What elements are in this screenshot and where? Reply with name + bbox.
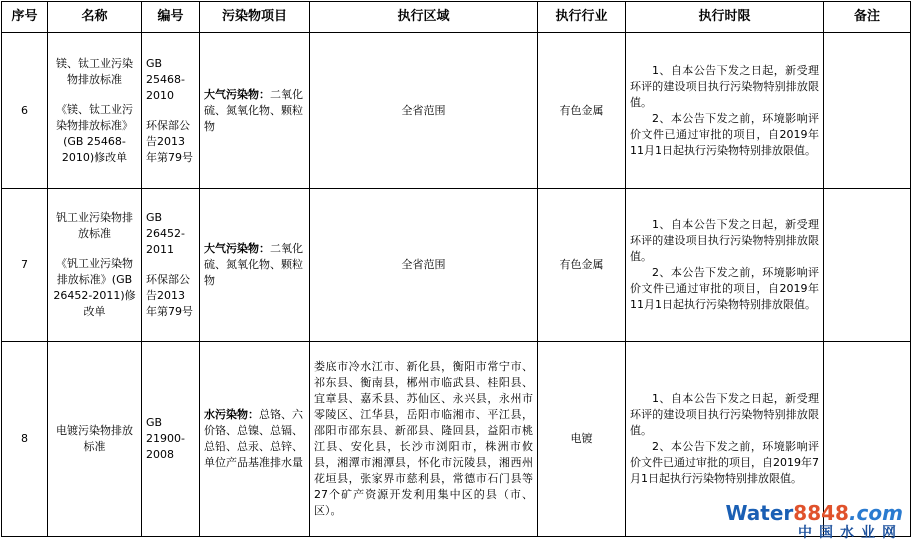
name-amendment: 《钒工业污染物排放标准》(GB 26452-2011)修改单 <box>53 257 136 318</box>
period-item-1: 1、自本公告下发之日起，新受理环评的建设项目执行污染物特别排放限值。 <box>630 392 819 437</box>
table-row <box>2 33 911 189</box>
cell-seq: 7 <box>2 189 48 342</box>
cell-code <box>142 33 200 189</box>
period-item-1: 1、自本公告下发之日起，新受理环评的建设项目执行污染物特别排放限值。 <box>630 218 819 263</box>
watermark-logo <box>725 503 903 541</box>
period-item-2: 2、本公告下发之前，环境影响评价文件已通过审批的项目，自2019年11月1日起执行污染物特别排放限值。 <box>630 111 819 157</box>
code-notice: 环保部公告2013年第79号 <box>146 118 193 164</box>
pollutant-label: 大气污染物： <box>204 87 270 101</box>
pollutant-label: 水污染物： <box>204 408 259 421</box>
period-item-2: 2、本公告下发之前，环境影响评价文件已通过审批的项目，自2019年11月1日起执行污染物特别排放限值。 <box>630 266 819 311</box>
header-region: 执行区域 <box>310 2 538 33</box>
cell-name <box>48 189 142 342</box>
table-row <box>2 189 911 342</box>
header-industry: 执行行业 <box>538 2 626 33</box>
name-text: 电镀污染物排放标准 <box>56 424 133 453</box>
name-text: 镁、钛工业污染物排放标准 <box>56 56 133 86</box>
header-seq: 序号 <box>2 2 48 33</box>
cell-name <box>48 33 142 189</box>
cell-code <box>142 342 200 537</box>
period-item-2: 2、本公告下发之前，环境影响评价文件已通过审批的项目，自2019年7月1日起执行污染物特别排放限值。 <box>630 440 819 485</box>
watermark-part1: Water <box>725 501 794 525</box>
watermark-subtitle: 中国水业网 <box>798 525 903 541</box>
code-text: GB 21900-2008 <box>146 416 185 461</box>
cell-region: 全省范围 <box>310 189 538 342</box>
header-code: 编号 <box>142 2 200 33</box>
standards-table <box>1 1 911 537</box>
pollutant-items: 二氧化硫、氮氧化物、颗粒物 <box>204 87 303 133</box>
cell-region: 娄底市冷水江市、新化县，衡阳市常宁市、祁东县、衡南县，郴州市临武县、桂阳县、宜章县、嘉禾县、苏仙区、永兴县，永州市零陵区、江华县，岳阳市临湘市、平江县，邵阳市邵东县、新邵县、隆回县，益阳市桃江县、安化县，长沙市浏阳市，株洲市攸县，湘潭市湘潭县，怀化市沅陵县，湘西州花垣县，张家界市慈利县，常德市石门县等27个矿产资源开发利用集中区的县（市、区）。 <box>310 342 538 537</box>
name-amendment: 《镁、钛工业污染物排放标准》(GB 25468-2010)修改单 <box>56 102 133 164</box>
cell-industry: 有色金属 <box>538 33 626 189</box>
cell-code <box>142 189 200 342</box>
header-remark: 备注 <box>824 2 911 33</box>
header-row <box>2 2 911 33</box>
header-period: 执行时限 <box>626 2 824 33</box>
pollutant-items: 总铬、六价铬、总镍、总镉、总铅、总汞、总锌、单位产品基准排水量 <box>204 408 303 469</box>
cell-period <box>626 33 824 189</box>
pollutant-items: 二氧化硫、氮氧化物、颗粒物 <box>204 242 303 287</box>
watermark-wordmark <box>725 503 903 523</box>
period-item-1: 1、自本公告下发之日起，新受理环评的建设项目执行污染物特别排放限值。 <box>630 63 819 109</box>
header-name: 名称 <box>48 2 142 33</box>
code-text: GB 25468-2010 <box>146 56 185 102</box>
cell-seq: 6 <box>2 33 48 189</box>
cell-pollutant <box>200 33 310 189</box>
cell-region: 全省范围 <box>310 33 538 189</box>
cell-industry: 电镀 <box>538 342 626 537</box>
pollutant-label: 大气污染物： <box>204 242 270 255</box>
cell-remark <box>824 33 911 189</box>
cell-industry: 有色金属 <box>538 189 626 342</box>
cell-pollutant <box>200 189 310 342</box>
watermark-part3: .com <box>848 501 903 525</box>
cell-remark <box>824 189 911 342</box>
code-notice: 环保部公告2013年第79号 <box>146 273 193 318</box>
code-text: GB 26452-2011 <box>146 211 185 256</box>
cell-period <box>626 189 824 342</box>
watermark-part2: 8848 <box>793 501 849 525</box>
cell-seq: 8 <box>2 342 48 537</box>
cell-pollutant <box>200 342 310 537</box>
name-text: 钒工业污染物排放标准 <box>56 211 133 240</box>
cell-name <box>48 342 142 537</box>
header-pollutant: 污染物项目 <box>200 2 310 33</box>
